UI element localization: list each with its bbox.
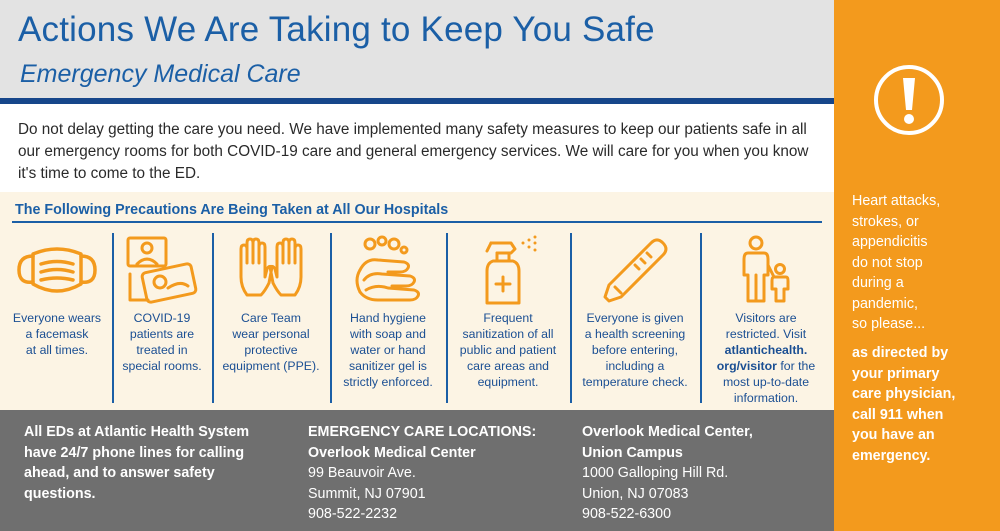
footer-text-line: questions.: [24, 485, 96, 502]
sidebar-text-line: during a: [852, 275, 904, 291]
location-overlook: [308, 422, 536, 525]
footer-text-line: All EDs at Atlantic Health System: [24, 424, 250, 440]
location-union: [582, 422, 753, 525]
sidebar-call-to-action: [852, 343, 992, 466]
sidebar-cta-line: emergency.: [852, 447, 931, 464]
precaution-text-line: temperature check.: [582, 375, 688, 389]
precaution-text-line: protective: [244, 343, 298, 357]
sidebar-cta-line: you have an: [852, 427, 935, 443]
sidebar-cta-line: your primary: [852, 365, 940, 382]
sidebar-cta-line: care physician,: [852, 386, 956, 402]
sidebar-text-line: so please...: [852, 316, 926, 332]
precaution-text-line: patients are: [129, 327, 195, 341]
location-city: Union, NJ 07083: [582, 485, 689, 502]
precaution-text-line: care areas and: [466, 359, 550, 373]
location-name: Overlook Medical Center,: [582, 424, 753, 440]
precaution-text-line: public and patient: [459, 343, 557, 357]
precaution-text-line: for the: [776, 359, 816, 373]
precaution-text-line: a health screening: [584, 327, 686, 341]
precaution-text-line: sanitizer gel is: [349, 359, 427, 373]
precautions-heading: The Following Precautions Are Being Taken at All Our Hospitals: [15, 202, 449, 218]
phone-lines-note: [24, 422, 249, 504]
precaution-hand-hygiene: [332, 226, 444, 406]
footer-text-line: ahead, and to answer safety: [24, 465, 215, 481]
precaution-facemask: [2, 226, 112, 406]
hand-washing-icon: [348, 234, 428, 306]
precaution-text-line: a facemask: [25, 327, 89, 341]
sidebar-text-line: pandemic,: [852, 295, 918, 312]
location-street: 1000 Galloping Hill Rd.: [582, 465, 729, 481]
precaution-text-line: with soap and: [350, 327, 426, 341]
precaution-ppe: [214, 226, 328, 406]
precaution-visitors: [702, 226, 830, 406]
thermometer-icon: [597, 235, 673, 305]
precaution-text-line: treated in: [136, 343, 188, 357]
precaution-text-line: wear personal: [232, 327, 310, 341]
sidebar-text-line: do not stop: [852, 254, 923, 271]
precaution-text-line: including a: [605, 359, 665, 373]
precaution-text-line: most up-to-date: [722, 375, 810, 389]
location-street: 99 Beauvoir Ave.: [308, 465, 416, 481]
precaution-text-line: equipment.: [477, 375, 539, 389]
facemask-icon: [15, 240, 99, 300]
precaution-text-line: sanitization of all: [462, 327, 554, 341]
visitor-policy-link[interactable]: atlantichealth.: [724, 343, 808, 357]
precaution-text-line: restricted. Visit: [725, 327, 807, 341]
precaution-text-line: Everyone wears: [12, 311, 102, 325]
precaution-text-line: equipment (PPE).: [222, 359, 320, 373]
page-title: Actions We Are Taking to Keep You Safe: [18, 10, 655, 49]
precaution-text-line: at all times.: [25, 343, 89, 357]
sidebar-cta-line: as directed by: [852, 345, 949, 361]
precaution-text-line: Care Team: [241, 311, 301, 325]
precaution-text-line: Visitors are: [735, 311, 797, 325]
footer-text-line: have 24/7 phone lines for calling: [24, 444, 245, 461]
sidebar-text-line: appendicitis: [852, 234, 928, 250]
location-phone[interactable]: 908-522-6300: [582, 506, 672, 522]
spray-bottle-icon: [477, 233, 539, 307]
precaution-text-line: strictly enforced.: [343, 375, 433, 389]
intro-paragraph: Do not delay getting the care you need. We have implemented many safety measures to keep our patients safe in all our emergency rooms for both COVID-19 care and general emergency services. We will care for you when you know it's time to come to the ED.: [18, 121, 809, 182]
locations-heading: EMERGENCY CARE LOCATIONS:: [308, 424, 537, 440]
location-city: Summit, NJ 07901: [308, 485, 426, 502]
precaution-text-line: information.: [733, 391, 799, 405]
sidebar-cta-line: call 911 when: [852, 406, 944, 423]
location-phone[interactable]: 908-522-2232: [308, 506, 398, 522]
location-name: Union Campus: [582, 444, 683, 461]
visitor-policy-link[interactable]: org/visitor: [716, 359, 777, 373]
alert-exclamation-icon: [873, 64, 945, 136]
isolation-room-icon: [122, 234, 202, 306]
precaution-text-line: before entering,: [591, 343, 679, 357]
sidebar-text-line: strokes, or: [852, 213, 919, 230]
precaution-sanitization: [448, 226, 568, 406]
header-divider: [0, 98, 834, 104]
precaution-text-line: Everyone is given: [586, 311, 684, 325]
precaution-text-line: water or hand: [350, 343, 426, 357]
sidebar-text-line: Heart attacks,: [852, 193, 941, 209]
footer-band: [0, 410, 834, 531]
precaution-text-line: COVID-19: [133, 311, 191, 325]
precaution-text-line: special rooms.: [122, 359, 202, 373]
location-name: Overlook Medical Center: [308, 444, 476, 461]
sidebar-message: [852, 191, 992, 335]
precaution-text-line: Hand hygiene: [350, 311, 426, 325]
precautions-divider: [12, 221, 822, 223]
visitor-family-icon: [738, 235, 794, 305]
gloves-icon: [233, 237, 309, 303]
precaution-screening: [572, 226, 698, 406]
page-subtitle: Emergency Medical Care: [20, 60, 301, 88]
precaution-special-rooms: [114, 226, 210, 406]
precaution-text-line: Frequent: [483, 311, 533, 325]
